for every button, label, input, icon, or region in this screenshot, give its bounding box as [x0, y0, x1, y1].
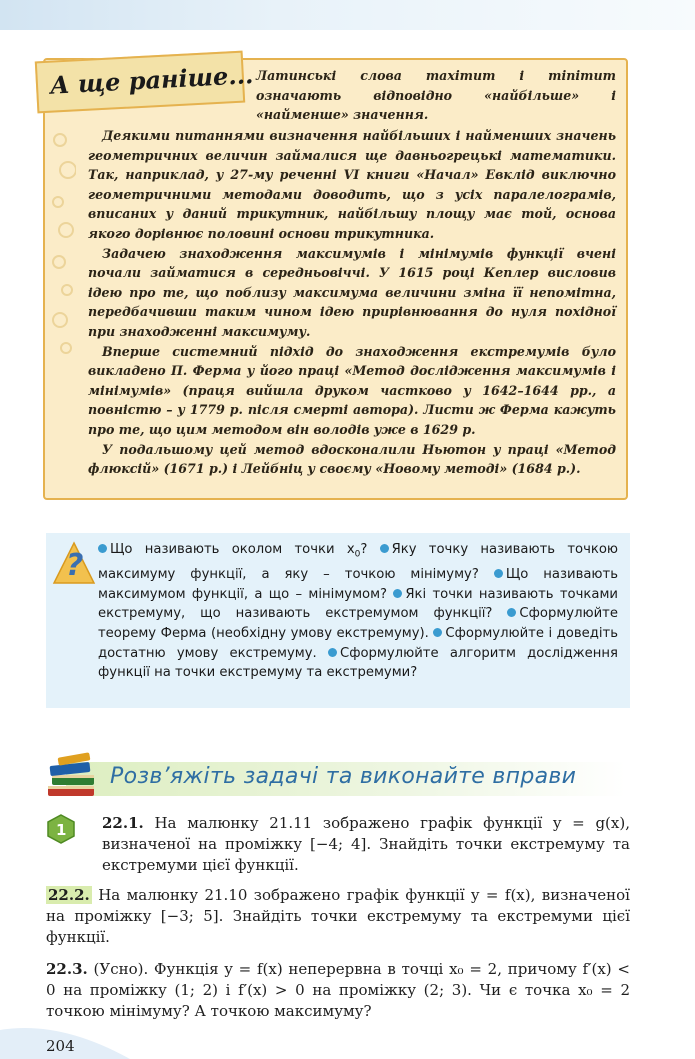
history-intro: Латинські слова maximum і minimum означають відповідно «найбільше» і «найменше» значення.: [256, 68, 616, 123]
question-5: Сформулюйте теорему Ферма (необхідну умову екстремуму).: [98, 606, 618, 642]
problem-22-2: 22.2. На малюнку 21.10 зображено графік функції y = f(x), визначеної на проміжку [−3; 5]. Знайдіть точки екстремуму та екстремуми цієї функції.: [46, 886, 630, 946]
history-label-text: А ще раніше...: [49, 60, 254, 100]
bullet-icon: [507, 608, 516, 617]
top-decor-band: [0, 0, 695, 30]
question-mark-icon: [52, 539, 96, 587]
problem-22-3: 22.3. (Усно). Функція y = f(x) неперервна в точці x₀ = 2, причому f′(x) < 0 на проміжку (1; 2) і f′(x) > 0 на проміжку (2; 3). Чи є точка x₀ = 2 точкою мінімуму? А точкою максимуму?: [46, 960, 630, 1020]
history-paragraphs: [88, 126, 616, 479]
section-title: Розв’яжіть задачі та виконайте вправи: [110, 764, 577, 789]
history-paragraph-3: Вперше системний підхід до знаходження екстремумів було викладено П. Ферма у його праці «Метод дослідження максимумів і мінімумів» (праця вийшла друком частково у 1642–1644 рр., а повністю – у 1779 р. після смерті автора). Листи ж Ферма кажуть про те, що цим методом він володів уже в 1629 р.: [88, 343, 616, 437]
question-6: Сформулюйте і доведіть достатню умову екстремуму.: [98, 626, 618, 661]
level-badge-text: 1: [56, 821, 67, 839]
history-paragraph-4: У подальшому цей метод вдосконалили Ньютон у праці «Метод флюксій» (1671 р.) і Лейбніц у своєму «Новому методі» (1684 р.).: [88, 441, 616, 477]
bullet-icon: [98, 544, 107, 553]
question-4: Які точки називають точками екстремуму, що називають екстремумом функції?: [98, 586, 618, 622]
page-number: 204: [46, 1037, 75, 1055]
svg-text:?: ?: [66, 548, 84, 583]
books-icon: [44, 752, 100, 800]
question-7: Сформулюйте алгоритм дослідження функції на точки екстремуму та екстремуми?: [98, 645, 618, 681]
problem-22-1: 22.1. На малюнку 21.11 зображено графік функції y = g(x), визначеної на проміжку [−4; 4]. Знайдіть точки екстремуму та екстремуми цієї функції.: [102, 814, 630, 874]
decorative-circles-icon: [50, 130, 76, 360]
question-3: Що називають максимумом функції, а що – мінімумом?: [98, 567, 618, 602]
questions-text: [98, 540, 618, 683]
bullet-icon: [328, 648, 337, 657]
history-paragraph-2: Задачею знаходження максимумів і мінімумів функції вчені почали займатися в середньовіччі. У 1615 році Кеплер висловив ідею про те, що поблизу максимума величини зміна її непомітна, передбачивши таким чином ідею прирівнювання до нуля похідної при знаходженні максимуму.: [88, 245, 616, 339]
history-paragraph-1: Деякими питаннями визначення найбільших і найменших значень геометричних величин займалися ще давньогрецькі математики. Так, наприклад, у 27-му реченні VI книги «Начал» Евклід виключно геометричними методами доводить, що з усіх паралелограмів, вписаних у даний трикутник, найбільшу площу має той, основа якого дорівнює половині основи трикутника.: [88, 128, 616, 241]
question-1: Що називають околом точки $x_0$?: [110, 542, 368, 560]
question-2: Яку точку називають точкою максимуму функції, а яку – точкою мінімуму?: [98, 542, 618, 583]
bullet-icon: [433, 628, 442, 637]
history-label: [35, 51, 254, 114]
bullet-icon: [380, 544, 389, 553]
bullet-icon: [494, 569, 503, 578]
level-1-badge-icon: [46, 814, 76, 844]
bullet-icon: [393, 589, 402, 598]
